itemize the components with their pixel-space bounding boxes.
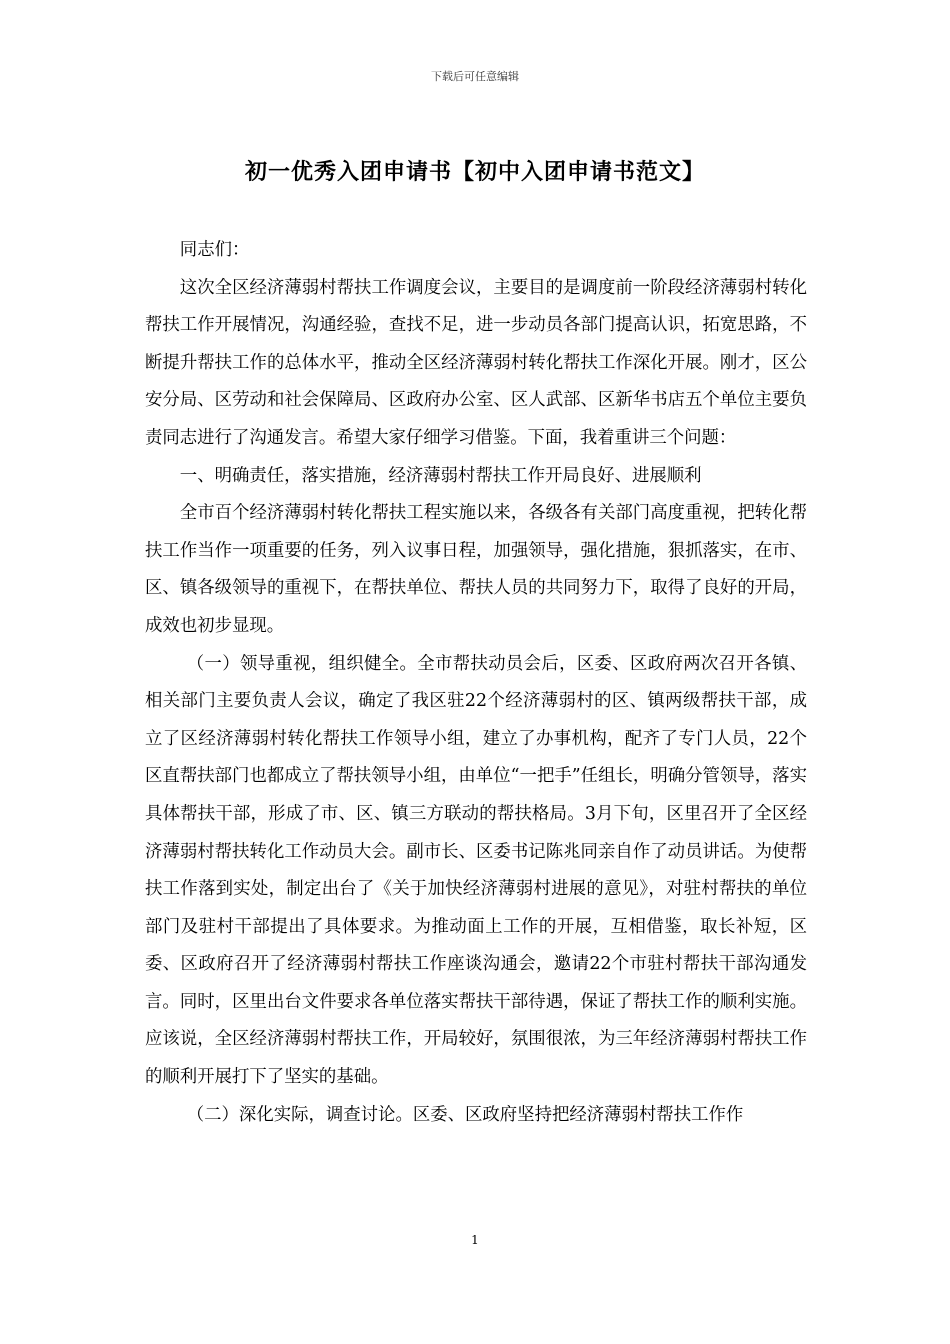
body-paragraph: 这次全区经济薄弱村帮扶工作调度会议，主要目的是调度前一阶段经济薄弱村转化帮扶工作开展情况，沟通经验，查找不足，进一步动员各部门提高认识，拓宽思路，不断提升帮扶工作的总体水平，推动全区经济薄弱村转化帮扶工作深化开展。刚才，区公安分局、区劳动和社会保障局、区政府办公室、区人武部、区新华书店五个单位主要负责同志进行了沟通发言。希望大家仔细学习借鉴。下面，我着重讲三个问题： [145, 277, 807, 448]
page-number: 1 [471, 1233, 479, 1247]
body-paragraph: 全市百个经济薄弱村转化帮扶工程实施以来，各级各有关部门高度重视，把转化帮扶工作当作一项重要的任务，列入议事日程，加强领导，强化措施，狠抓落实，在市、区、镇各级领导的重视下，在帮扶单位、帮扶人员的共同努力下，取得了良好的开局，成效也初步显现。 [145, 503, 807, 636]
document-body [145, 232, 807, 1134]
section-heading: 一、明确责任，落实措施，经济薄弱村帮扶工作开局良好、进展顺利 [179, 465, 702, 486]
salutation-paragraph: 同志们： [179, 240, 250, 260]
page-header-note: 下载后可任意编辑 [431, 70, 519, 83]
body-paragraph: （二）深化实际，调查讨论。区委、区政府坚持把经济薄弱村帮扶工作作 [186, 1104, 744, 1125]
document-title: 初一优秀入团申请书【初中入团申请书范文】 [244, 160, 705, 185]
body-paragraph: （一）领导重视，组织健全。全市帮扶动员会后，区委、区政府两次召开各镇、相关部门主要负责人会议，确定了我区驻22个经济薄弱村的区、镇两级帮扶干部，成立了区经济薄弱村转化帮扶工作领导小组，建立了办事机构，配齐了专门人员，22个区直帮扶部门也都成立了帮扶领导小组，由单位“一把手”任组长，明确分管领导，落实具体帮扶干部，形成了市、区、镇三方联动的帮扶格局。3月下旬，区里召开了全区经济薄弱村帮扶转化工作动员大会。副市长、区委书记陈兆同亲自作了动员讲话。为使帮扶工作落到实处，制定出台了《关于加快经济薄弱村进展的意见》，对驻村帮扶的单位部门及驻村干部提出了具体要求。为推动面上工作的开展，互相借鉴，取长补短，区委、区政府召开了经济薄弱村帮扶工作座谈沟通会，邀请22个市驻村帮扶干部沟通发言。同时，区里出台文件要求各单位落实帮扶干部待遇，保证了帮扶工作的顺利实施。应该说，全区经济薄弱村帮扶工作，开局较好，氛围很浓，为三年经济薄弱村帮扶工作的顺利开展打下了坚实的基础。 [145, 653, 807, 1088]
